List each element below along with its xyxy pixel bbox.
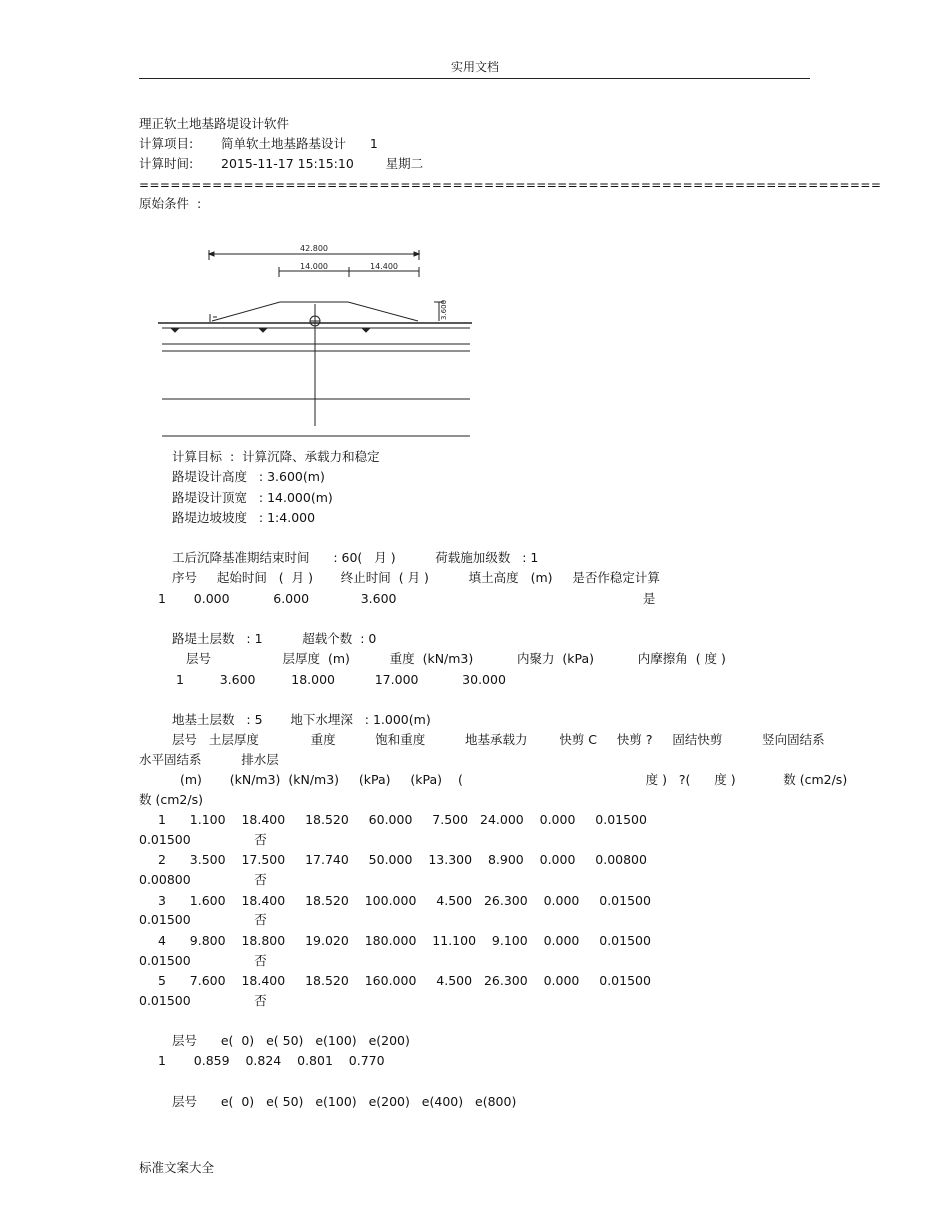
- foundation-units: (m) (kN/m3) (kN/m3) (kPa) (kPa) ( 度 ) ?( 度 ) 数 (cm2/s): [180, 772, 848, 787]
- dim-slope-label: 14.400: [370, 262, 398, 271]
- foundation-header-wrap: 水平固结系 排水层: [139, 752, 279, 767]
- loading-row: 1 0.000 6.000 3.600 是: [158, 591, 656, 606]
- dim-top-label: 14.000: [300, 262, 328, 271]
- foundation-row-wrap: 0.01500 否: [139, 832, 267, 847]
- time-line: 计算时间: 2015-11-17 15:15:10 星期二: [139, 156, 424, 171]
- software-title: 理正软土地基路堤设计软件: [139, 116, 290, 131]
- foundation-row-wrap: 0.01500 否: [139, 953, 267, 968]
- foundation-header: 层号 土层厚度 重度 饱和重度 地基承载力 快剪 C 快剪 ? 固结快剪 竖向固结系: [172, 732, 825, 747]
- void-ratio-header: 层号 e( 0) e( 50) e(100) e(200): [172, 1033, 410, 1048]
- header-title: 实用文档: [450, 60, 499, 74]
- loading-header: 序号 起始时间 ( 月 ) 终止时间 ( 月 ) 填土高度 (m) 是否作稳定计算: [172, 570, 660, 585]
- void-ratio-row: 1 0.859 0.824 0.801 0.770: [158, 1053, 385, 1068]
- calc-target: 计算目标 : 计算沉降、承载力和稳定: [172, 449, 380, 464]
- loading-summary: 工后沉降基准期结束时间 : 60( 月 ) 荷载施加级数 : 1: [172, 550, 539, 565]
- header-rule: [139, 78, 810, 79]
- separator-line: =======================================================================: [139, 178, 882, 192]
- embankment-section-diagram: [150, 238, 480, 443]
- foundation-row: 2 3.500 17.500 17.740 50.000 13.300 8.900 0.000 0.00800: [158, 852, 647, 867]
- foundation-units-wrap: 数 (cm2/s): [139, 792, 203, 807]
- design-slope: 路堤边坡坡度 : 1:4.000: [172, 510, 316, 525]
- dim-height-label: 3.600: [440, 299, 448, 320]
- foundation-row: 1 1.100 18.400 18.520 60.000 7.500 24.000 0.000 0.01500: [158, 812, 647, 827]
- project-line: 计算项目: 简单软土地基路基设计 1: [139, 136, 378, 151]
- foundation-row: 4 9.800 18.800 19.020 180.000 11.100 9.100 0.000 0.01500: [158, 933, 651, 948]
- embankment-header: 层号 层厚度 (m) 重度 (kN/m3) 内聚力 (kPa) 内摩擦角 ( 度 ): [186, 651, 726, 666]
- embankment-row: 1 3.600 18.000 17.000 30.000: [176, 672, 506, 687]
- foundation-summary: 地基土层数 : 5 地下水埋深 : 1.000(m): [172, 712, 431, 727]
- dim-total-label: 42.800: [300, 244, 328, 253]
- original-conditions-label: 原始条件 :: [139, 196, 202, 211]
- footer-text: 标准文案大全: [139, 1160, 215, 1175]
- embankment-summary: 路堤土层数 : 1 超载个数 : 0: [172, 631, 377, 646]
- void-ratio-header-2: 层号 e( 0) e( 50) e(100) e(200) e(400) e(800): [172, 1094, 517, 1109]
- design-top-width: 路堤设计顶宽 : 14.000(m): [172, 490, 333, 505]
- foundation-row-wrap: 0.00800 否: [139, 872, 267, 887]
- design-height: 路堤设计高度 : 3.600(m): [172, 469, 325, 484]
- foundation-row-wrap: 0.01500 否: [139, 912, 267, 927]
- foundation-row: 5 7.600 18.400 18.520 160.000 4.500 26.300 0.000 0.01500: [158, 973, 651, 988]
- foundation-row-wrap: 0.01500 否: [139, 993, 267, 1008]
- water-level-marker: [259, 328, 267, 332]
- foundation-row: 3 1.600 18.400 18.520 100.000 4.500 26.300 0.000 0.01500: [158, 893, 651, 908]
